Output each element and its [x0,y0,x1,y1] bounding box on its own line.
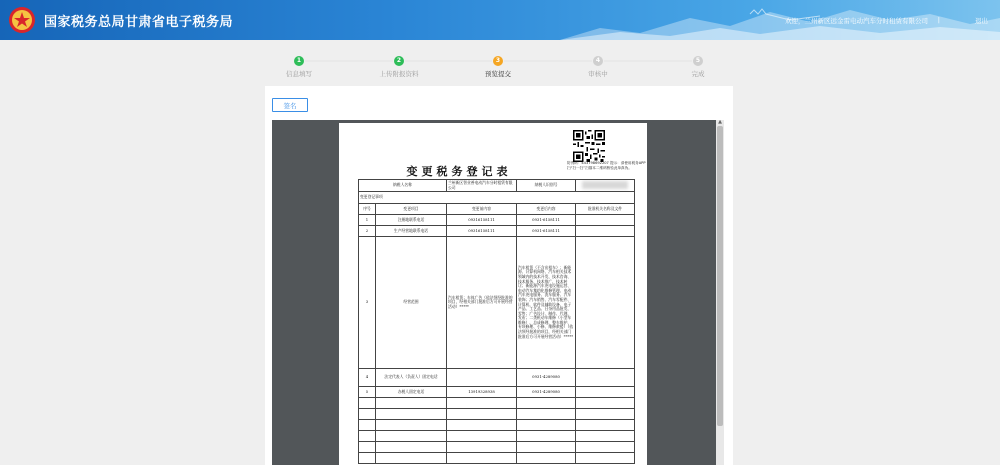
table-header-row [359,204,635,215]
taxpayer-id-label: 纳税人识别号 [517,180,576,192]
cell-before [447,369,517,387]
step-4 [553,56,643,78]
empty-row [359,409,635,420]
col-seq-header: 序号 [359,204,376,215]
section-heading: 变更登记事项 [359,192,635,204]
cell-before: 13919328938 [447,387,517,398]
sign-button[interactable]: 签名 [272,98,308,112]
col-item-header: 变更项目 [376,204,447,215]
step-3-label: 预览提交 [485,70,511,78]
cell-item: 生产经营地联系电话 [376,226,447,237]
step-2 [354,56,444,78]
cell-before: 汽车租赁；车体广告（依法须经批准的项目，经相关部门批准后方可开展经营活动）***** [447,237,517,369]
step-2-number: 2 [394,56,404,66]
step-2-label: 上传附报资料 [379,70,419,78]
step-5-number: 5 [693,56,703,66]
table-row [359,180,635,192]
site-title: 国家税务总局甘肃省电子税务局 [44,15,234,30]
pdf-viewer[interactable] [272,120,724,465]
step-4-number: 4 [593,56,603,66]
viewer-scrollbar[interactable] [716,120,724,465]
cell-seq: 4 [359,369,376,387]
mountain-banner-image [560,0,1000,40]
welcome-text: 欢迎，兰州新区远金雷电动汽车分时租赁有限公司 [785,17,928,25]
step-5 [653,56,743,78]
cell-after: 0931-4289080 [517,387,576,398]
preview-panel [265,86,733,465]
step-3 [453,56,543,78]
col-after-header: 变更后内容 [517,204,576,215]
table-row [359,192,635,204]
col-docs-header: 批准机关名称及文件 [576,204,635,215]
logout-link[interactable]: 退出 [975,17,988,25]
taxpayer-name-value: 兰州新区智业善电动汽车分时租赁有限公司 [447,180,517,192]
cell-seq: 2 [359,226,376,237]
taxpayer-id-value [576,180,635,192]
empty-row [359,431,635,442]
empty-row [359,420,635,431]
table-row [359,215,635,226]
cell-docs [576,237,635,369]
step-5-label: 完成 [691,70,705,78]
cell-item: 注册地联系电话 [376,215,447,226]
cell-docs [576,215,635,226]
step-3-number: 3 [493,56,503,66]
step-1-number: 1 [294,56,304,66]
cell-after: 汽车租赁（不含出租车）；新能源、计算机网络、汽车相关技术领域内的技术开发、技术咨询、技术服务、技术推广、技术转让；新能源汽车充电设施运营、电动汽车集约化维修管理、电动汽车充电服务、洗车服务、汽车装饰；汽车销售、汽车零配件、计算机、软件及辅助设备、电子产品、工艺品、日杂用品批发、零售；广告设计、制作、代理、发布；二类机动车维修（小型车维修）、总成修理、整车维护、专项修理、小修、维修救援）（依法须经批准的项目，经相关部门批准后方可开展经营活动）***** [517,237,576,369]
tax-emblem-icon [8,6,36,34]
header-separator: | [937,16,940,24]
cell-docs [576,387,635,398]
progress-steps [0,40,1000,86]
document-page [339,123,647,465]
scroll-thumb[interactable] [717,126,723,426]
table-row [359,237,635,369]
empty-row [359,453,635,464]
cell-item: 办税人固定电话 [376,387,447,398]
step-4-label: 审核中 [588,70,608,78]
taxpayer-name-label: 纳税人名称 [359,180,447,192]
cell-item: 经营范围 [376,237,447,369]
cell-item: 法定代表人（负责人）固定电话 [376,369,447,387]
document-title: 变更税务登记表 [406,165,512,178]
step-1 [254,56,344,78]
table-row [359,369,635,387]
step-1-label: 信息填写 [286,70,312,78]
cell-seq: 5 [359,387,376,398]
table-row [359,387,635,398]
table-row [359,226,635,237]
cell-seq: 1 [359,215,376,226]
scroll-up-icon[interactable]: ▲ [718,120,722,125]
cell-after: 0931-6158111 [517,215,576,226]
cell-docs [576,226,635,237]
cell-seq: 3 [359,237,376,369]
change-registration-table [358,179,635,464]
qr-verification-note: 防伪码：443798692207 提示：请使用税务APP扫“扫一扫”扫描本二维码核验此单真伪。 [567,161,646,170]
empty-row [359,442,635,453]
cell-before: 09316158111 [447,226,517,237]
cell-after: 0931-6158111 [517,226,576,237]
empty-row [359,398,635,409]
redacted-id [582,181,628,189]
cell-before: 09316158111 [447,215,517,226]
top-header [0,0,1000,40]
col-before-header: 变更前内容 [447,204,517,215]
cell-after: 0931-4289080 [517,369,576,387]
cell-docs [576,369,635,387]
qr-code-icon [573,130,605,162]
